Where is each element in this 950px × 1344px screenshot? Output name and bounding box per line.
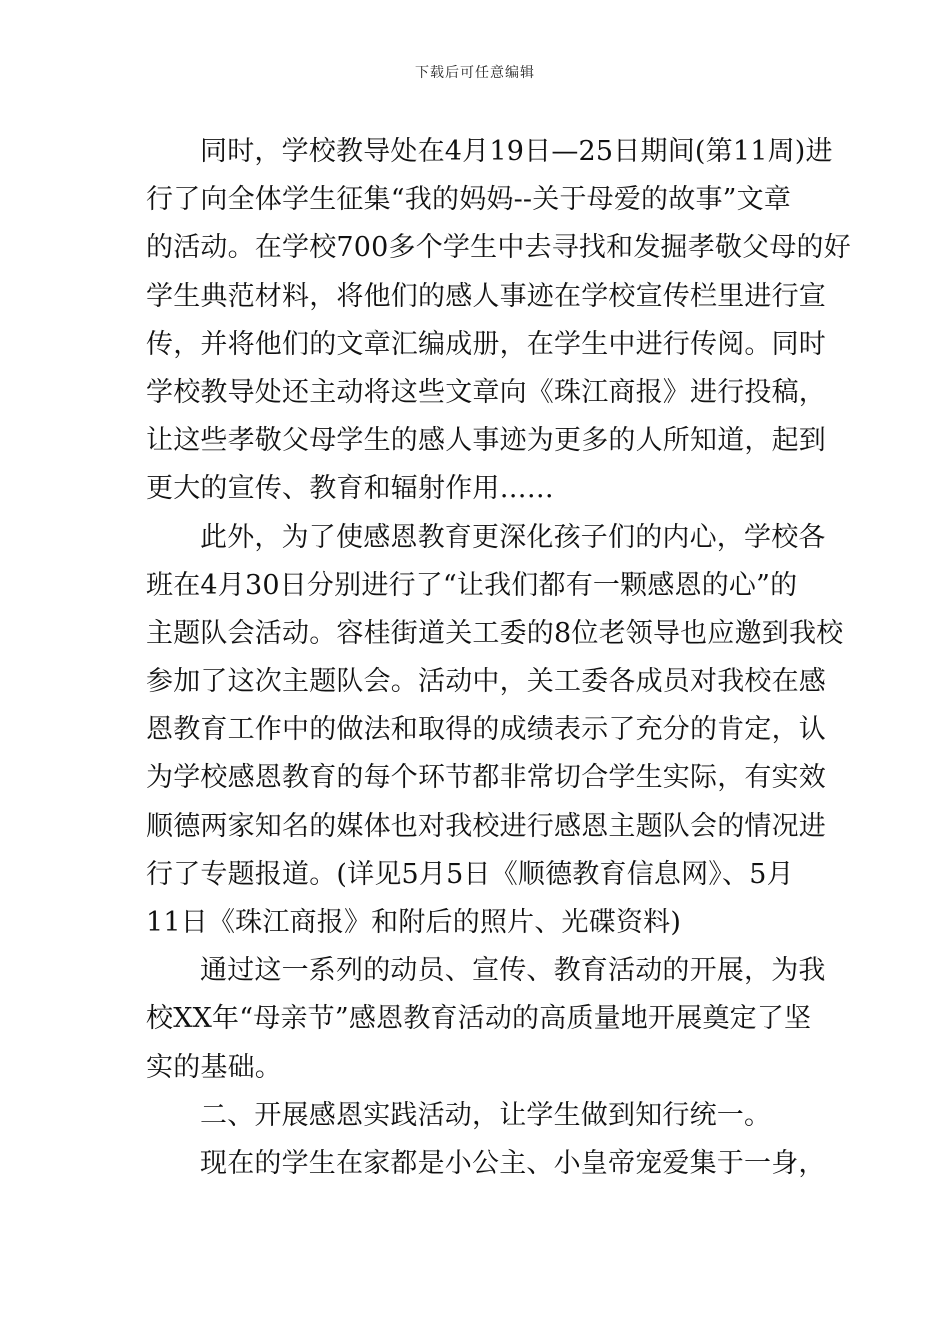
paragraph-line: 现在的学生在家都是小公主、小皇帝宠爱集于一身， [200,1147,826,1179]
paragraph-line: 11日《珠江商报》和附后的照片、光碟资料) [146,907,682,938]
paragraph-line: 让这些孝敬父母学生的感人事迹为更多的人所知道，起到 [146,425,826,457]
paragraph-line: 通过这一系列的动员、宣传、教育活动的开展，为我 [200,955,826,987]
paragraph-line: 学生典范材料，将他们的感人事迹在学校宣传栏里进行宣 [146,280,826,312]
page-header: 下载后可任意编辑 [415,65,535,81]
paragraph-line: 行了向全体学生征集“我的妈妈--关于母爱的故事”文章 [146,184,792,216]
paragraph-line: 此外，为了使感恩教育更深化孩子们的内心，学校各 [200,521,826,553]
paragraph-line: 参加了这次主题队会。活动中，关工委各成员对我校在感 [146,666,826,698]
paragraph-line: 同时，学校教导处在4月19日—25日期间(第11周)进 [200,136,833,167]
paragraph-line: 行了专题报道。(详见5月5日《顺德教育信息网》、5月 [146,858,794,890]
paragraph-line: 顺德两家知名的媒体也对我校进行感恩主题队会的情况进 [146,810,826,842]
document-body [146,128,851,1188]
paragraph-line: 的活动。在学校700多个学生中去寻找和发掘孝敬父母的好 [146,232,851,264]
paragraph-line: 更大的宣传、教育和辐射作用…… [146,473,554,505]
paragraph-line: 学校教导处还主动将这些文章向《珠江商报》进行投稿， [146,376,826,408]
paragraph-line: 班在4月30日分别进行了“让我们都有一颗感恩的心”的 [146,569,798,601]
section-heading: 二、开展感恩实践活动，让学生做到知行统一。 [200,1099,772,1131]
paragraph-line: 传，并将他们的文章汇编成册，在学生中进行传阅。同时 [146,328,826,360]
paragraph-line: 恩教育工作中的做法和取得的成绩表示了充分的肯定，认 [146,714,826,746]
paragraph-line: 实的基础。 [146,1051,282,1083]
paragraph-line: 主题队会活动。容桂街道关工委的8位老领导也应邀到我校 [146,617,844,649]
paragraph-line: 校XX年“母亲节”感恩教育活动的高质量地开展奠定了坚 [146,1003,812,1035]
paragraph-line: 为学校感恩教育的每个环节都非常切合学生实际，有实效 [146,762,826,794]
